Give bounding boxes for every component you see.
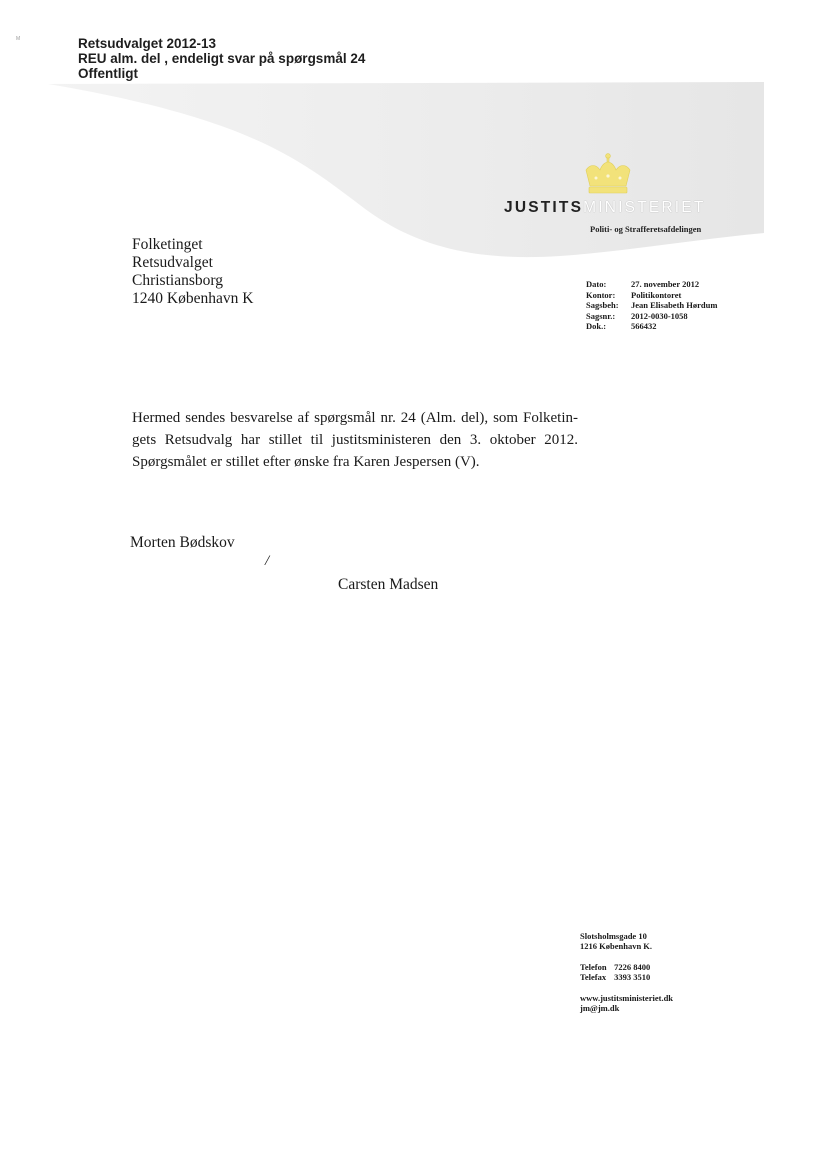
footer-address: Slotsholmsgade 10 [580, 931, 647, 941]
recipient-line: Retsudvalget [132, 254, 213, 271]
footer-website-link[interactable]: www.justitsministeriet.dk [580, 993, 674, 1003]
footer-phone [580, 962, 673, 972]
contact-footer [580, 931, 673, 1024]
ministry-name-bold: JUSTITS [504, 199, 584, 216]
meta-label: Sagsbeh: [586, 300, 619, 311]
meta-row-office [586, 290, 717, 301]
meta-row-case-number [586, 311, 717, 322]
signatory-official: Carsten Madsen [338, 576, 439, 593]
body-line: gets Retsudvalg har stillet til justitsministeren den 3. oktober 2012. [132, 432, 578, 448]
recipient-line: Christiansborg [132, 272, 223, 289]
stamp-status: Offentligt [78, 66, 138, 81]
recipient-line: 1240 København K [132, 290, 254, 307]
ministry-name [504, 199, 706, 217]
meta-value: 566432 [631, 321, 657, 332]
footer-postal: 1216 København K. [580, 941, 653, 951]
meta-row-handler [586, 300, 717, 311]
fax-label: Telefax [580, 972, 607, 982]
meta-row-document [586, 321, 717, 332]
meta-row-date [586, 279, 717, 290]
signature-separator: / [265, 553, 270, 569]
meta-label: Sagsnr.: [586, 310, 616, 321]
body-line: Hermed sendes besvarelse af spørgsmål nr. 24 (Alm. del), som Folketin- [132, 410, 578, 426]
meta-label: Kontor: [586, 289, 616, 300]
footer-fax [580, 972, 673, 982]
fax-number: 3393 3510 [614, 972, 651, 982]
meta-value: 27. november 2012 [631, 279, 700, 289]
crown-logo-icon [582, 152, 634, 196]
recipient-line: Folketinget [132, 236, 203, 253]
meta-label: Dato: [586, 279, 607, 289]
meta-value: Jean Elisabeth Hørdum [631, 300, 718, 311]
scan-mark: M [16, 36, 21, 42]
ministry-name-light: MINISTERIET [583, 199, 706, 216]
meta-label: Dok.: [586, 321, 607, 332]
phone-number: 7226 8400 [614, 962, 651, 972]
meta-value: Politikontoret [631, 289, 682, 300]
stamp-committee: Retsudvalget 2012-13 [78, 36, 217, 51]
meta-value: 2012-0030-1058 [631, 310, 688, 321]
letter-body [132, 407, 578, 473]
case-metadata [586, 279, 717, 332]
body-line: Spørgsmålet er stillet efter ønske fra Karen Jespersen (V). [132, 454, 480, 470]
letterhead-wave-background [0, 0, 826, 270]
phone-label: Telefon [580, 962, 607, 972]
footer-email-link[interactable]: jm@jm.dk [580, 1003, 620, 1013]
stamp-reference: REU alm. del , endeligt svar på spørgsmål 24 [78, 51, 366, 66]
signatory-minister: Morten Bødskov [130, 534, 235, 551]
recipient-address [132, 236, 253, 308]
department-name: Politi- og Strafferetsafdelingen [590, 224, 702, 234]
